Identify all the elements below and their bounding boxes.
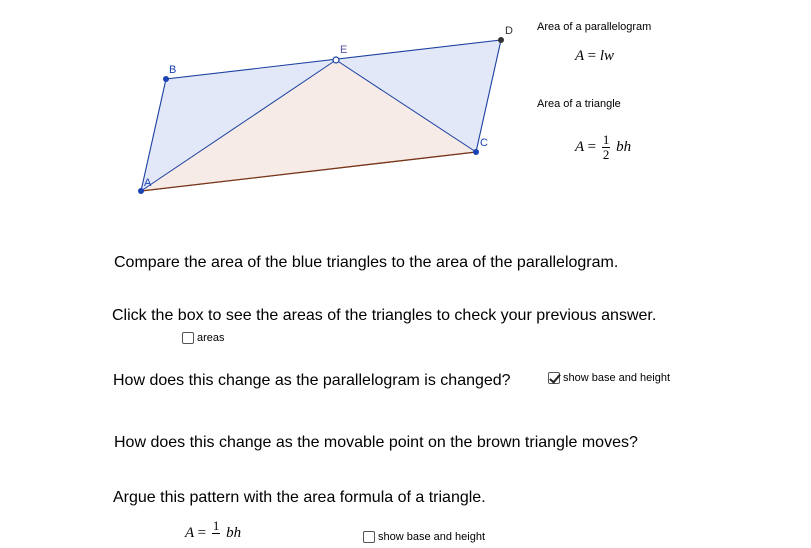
question-click-box: Click the box to see the areas of the triangles to check your previous answer. <box>112 307 657 324</box>
areas-checkbox-box[interactable] <box>182 332 194 344</box>
label-d: D <box>505 25 513 37</box>
triangle-area-formula: A = $\frac{1}{2}$ bh <box>575 132 632 162</box>
parallelogram-formula-title: Area of a parallelogram <box>537 21 652 33</box>
one-half-fraction: $\frac{1}{2}$ <box>602 132 610 162</box>
show-base-height-checkbox-2-label: show base and height <box>378 531 486 543</box>
parallelogram-area-formula: A = lw <box>575 48 615 64</box>
show-base-height-checkbox-1-label: show base and height <box>563 372 671 384</box>
point-e-movable[interactable] <box>333 57 339 63</box>
point-b[interactable] <box>163 76 169 82</box>
label-c: C <box>480 137 488 149</box>
geometry-canvas <box>0 0 811 230</box>
question-parallelogram-changed: How does this change as the parallelogram is changed? <box>113 372 511 389</box>
show-base-height-checkbox-2-box[interactable] <box>363 531 375 543</box>
bottom-triangle-area-formula: A = 1 bh <box>185 519 241 548</box>
triangle-formula-title: Area of a triangle <box>537 98 621 110</box>
areas-checkbox[interactable] <box>182 332 225 344</box>
label-a: A <box>144 177 152 189</box>
label-e: E <box>340 44 348 56</box>
areas-checkbox-label: areas <box>197 332 225 344</box>
show-base-height-checkbox-1[interactable] <box>548 372 670 384</box>
show-base-height-checkbox-2[interactable] <box>363 531 485 543</box>
label-b: B <box>169 64 177 76</box>
question-argue-pattern: Argue this pattern with the area formula of a triangle. <box>113 489 486 506</box>
show-base-height-checkbox-1-box[interactable] <box>548 372 560 384</box>
point-d <box>498 37 504 43</box>
point-c[interactable] <box>473 149 479 155</box>
question-movable-point: How does this change as the movable point on the brown triangle moves? <box>114 434 638 451</box>
bottom-one-half-fraction: 1 <box>212 518 220 533</box>
question-compare-areas: Compare the area of the blue triangles to the area of the parallelogram. <box>114 254 619 271</box>
